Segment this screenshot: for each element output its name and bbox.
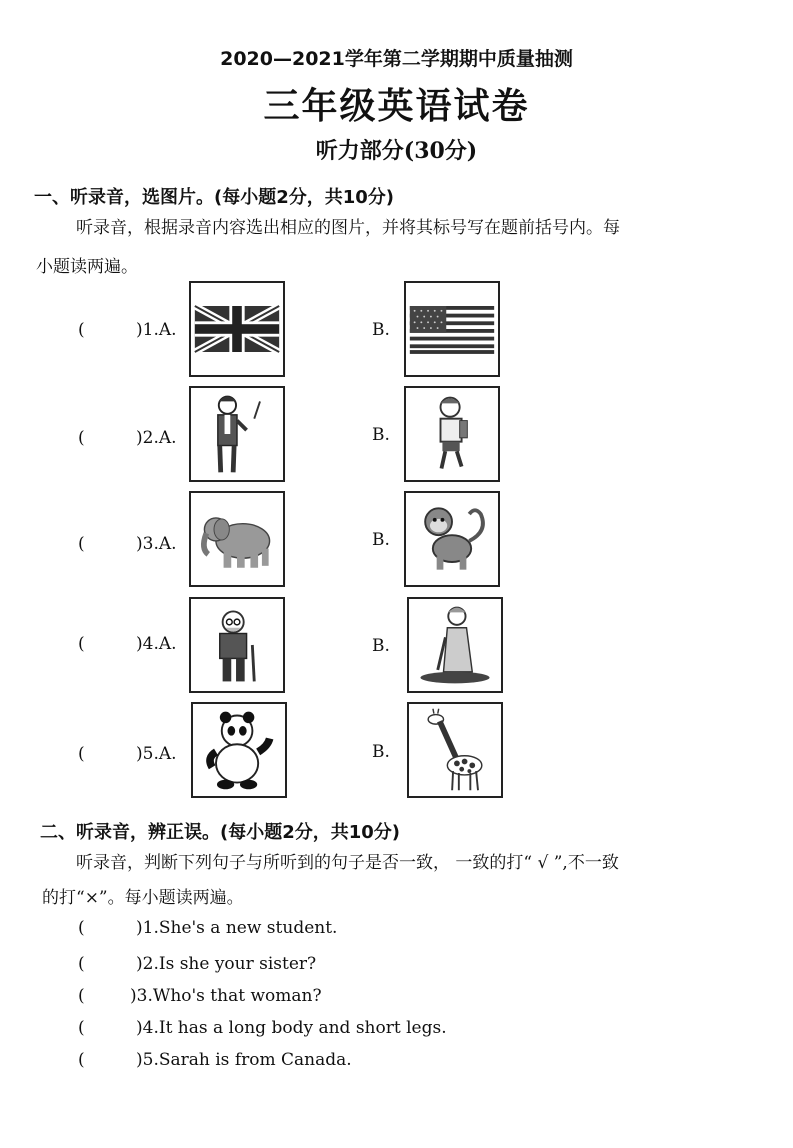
giraffe-icon [409, 704, 501, 796]
monkey-icon [406, 493, 498, 585]
grandmother-icon [409, 599, 501, 691]
grandfather-icon [191, 599, 283, 691]
question-2-label: ( )2.A. [78, 428, 177, 448]
question-5-option-b[interactable] [407, 702, 503, 798]
tf-item-4: ( )4.It has a long body and short legs. [78, 1018, 447, 1038]
question-3-option-a[interactable] [189, 491, 285, 587]
question-4-option-b[interactable] [407, 597, 503, 693]
panda-icon [193, 704, 285, 796]
section1-instruction-line1: 听录音，根据录音内容选出相应的图片，并将其标号写在题前括号内。每 [76, 218, 620, 238]
question-1-label: ( )1.A. [78, 320, 177, 340]
section2-instruction-line2: 的打“×”。每小题读两遍。 [42, 888, 244, 908]
question-3-label: ( )3.A. [78, 534, 177, 554]
schoolboy-icon [406, 388, 498, 480]
question-4-option-b-label: B. [372, 636, 390, 656]
uk-flag-icon [191, 283, 283, 375]
question-4-label: ( )4.A. [78, 634, 177, 654]
elephant-icon [191, 493, 283, 585]
us-flag-icon [406, 283, 498, 375]
question-2-option-b-label: B. [372, 425, 390, 445]
question-4-option-a[interactable] [189, 597, 285, 693]
tf-item-1: ( )1.She's a new student. [78, 918, 338, 938]
question-2-option-b[interactable] [404, 386, 500, 482]
tf-item-5: ( )5.Sarah is from Canada. [78, 1050, 352, 1070]
question-5-option-a[interactable] [191, 702, 287, 798]
exam-term-line: 2020—2021学年第二学期期中质量抽测 [220, 48, 573, 70]
question-2-option-a[interactable] [189, 386, 285, 482]
tf-item-2: ( )2.Is she your sister? [78, 954, 317, 974]
question-5-option-b-label: B. [372, 742, 390, 762]
question-3-option-b[interactable] [404, 491, 500, 587]
section2-instruction-line1: 听录音，判断下列句子与所听到的句子是否一致， 一致的打“ √ ”,不一致 [76, 853, 619, 873]
teacher-man-icon [191, 388, 283, 480]
section1-instruction-line2: 小题读两遍。 [36, 257, 138, 277]
question-1-option-b[interactable] [404, 281, 500, 377]
page-title: 三年级英语试卷 [263, 85, 530, 127]
question-1-option-b-label: B. [372, 320, 390, 340]
section2-title: 二、听录音，辨正误。(每小题2分，共10分) [40, 822, 401, 843]
question-3-option-b-label: B. [372, 530, 390, 550]
question-5-label: ( )5.A. [78, 744, 177, 764]
tf-item-3: ( )3.Who's that woman? [78, 986, 322, 1006]
listening-part-heading: 听力部分(30分) [315, 138, 478, 164]
question-1-option-a[interactable] [189, 281, 285, 377]
section1-title: 一、听录音，选图片。(每小题2分，共10分) [34, 187, 395, 208]
